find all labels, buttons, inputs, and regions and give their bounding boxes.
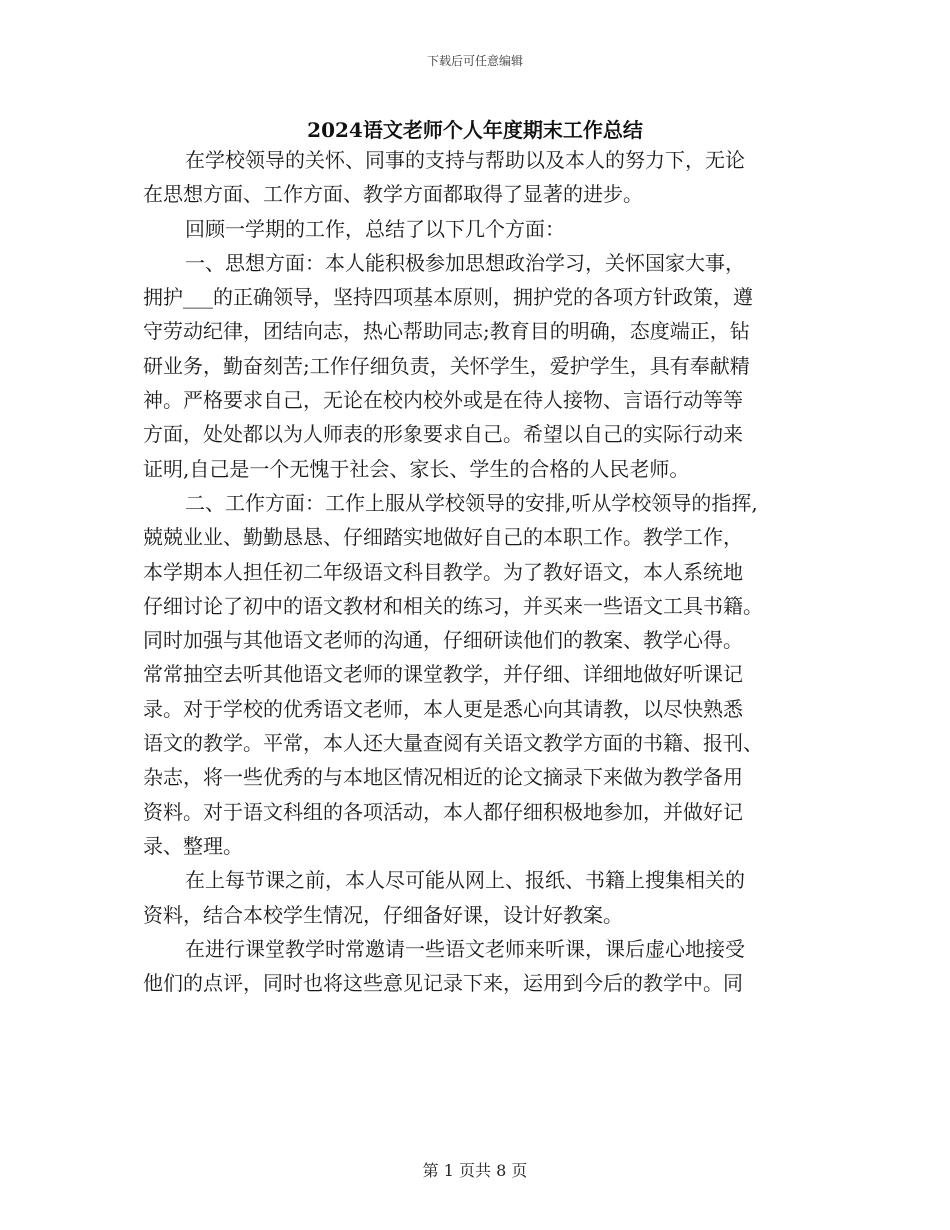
paragraph [143, 143, 825, 212]
text-line: 本学期本人担任初二年级语文科目教学。为了教好语文，本人系统地 [143, 559, 743, 584]
text-line: 回顾一学期的工作，总结了以下几个方面： [185, 216, 565, 241]
text-line: 拥护___的正确领导，坚持四项基本原则，拥护党的各项方针政策，遵 [143, 285, 753, 310]
text-line: 语文的教学。平常，本人还大量查阅有关语文教学方面的书籍、报刊、 [143, 731, 763, 756]
text-line: 证明,自己是一个无愧于社会、家长、学生的合格的人民老师。 [143, 456, 690, 481]
text-line: 研业务，勤奋刻苦;工作仔细负责，关怀学生，爱护学生，具有奉献精 [143, 353, 750, 378]
text-line: 他们的点评，同时也将这些意见记录下来，运用到今后的教学中。同 [143, 971, 743, 996]
text-line: 资料，结合本校学生情况，仔细备好课，设计好教案。 [143, 902, 623, 927]
text-line: 录、整理。 [143, 833, 243, 858]
paragraph [143, 863, 825, 932]
text-line: 录。对于学校的优秀语文老师，本人更是悉心向其请教，以尽快熟悉 [143, 696, 743, 721]
document-body [143, 143, 825, 1000]
text-line: 常常抽空去听其他语文老师的课堂教学，并仔细、详细地做好听课记 [143, 662, 743, 687]
paragraph [143, 246, 825, 486]
text-line: 同时加强与其他语文老师的沟通，仔细研读他们的教案、教学心得。 [143, 628, 743, 653]
header-note: 下载后可任意编辑 [426, 54, 523, 68]
text-line: 兢兢业业、勤勤恳恳、仔细踏实地做好自己的本职工作。教学工作， [143, 525, 743, 550]
text-line: 在学校领导的关怀、同事的支持与帮助以及本人的努力下，无论 [185, 148, 745, 172]
text-line: 资料。对于语文科组的各项活动，本人都仔细积极地参加，并做好记 [143, 799, 743, 824]
text-line: 神。严格要求自己，无论在校内校外或是在待人接物、言语行动等等 [143, 388, 743, 413]
text-line: 在上每节课之前，本人尽可能从网上、报纸、书籍上搜集相关的 [185, 868, 745, 893]
text-line: 在思想方面、工作方面、教学方面都取得了显著的进步。 [143, 182, 643, 207]
text-line: 守劳动纪律，团结向志，热心帮助同志;教育目的明确，态度端正，钻 [143, 319, 750, 344]
text-line: 仔细讨论了初中的语文教材和相关的练习，并买来一些语文工具书籍。 [143, 593, 763, 618]
text-line: 方面，处处都以为人师表的形象要求自己。希望以自己的实际行动来 [143, 422, 743, 447]
text-line: 在进行课堂教学时常邀请一些语文老师来听课，课后虚心地接受 [185, 936, 745, 961]
document-title: 2024语文老师个人年度期末工作总结 [307, 118, 643, 142]
paragraph [143, 212, 825, 246]
text-line: 二、工作方面：工作上服从学校领导的安排,听从学校领导的指挥, [185, 490, 758, 515]
page-footer: 第 1 页共 8 页 [422, 1161, 528, 1180]
text-line: 一、思想方面：本人能积极参加思想政治学习，关怀国家大事， [185, 250, 745, 275]
paragraph [143, 932, 825, 1001]
text-line: 杂志，将一些优秀的与本地区情况相近的论文摘录下来做为教学备用 [143, 765, 743, 790]
paragraph [143, 486, 825, 863]
